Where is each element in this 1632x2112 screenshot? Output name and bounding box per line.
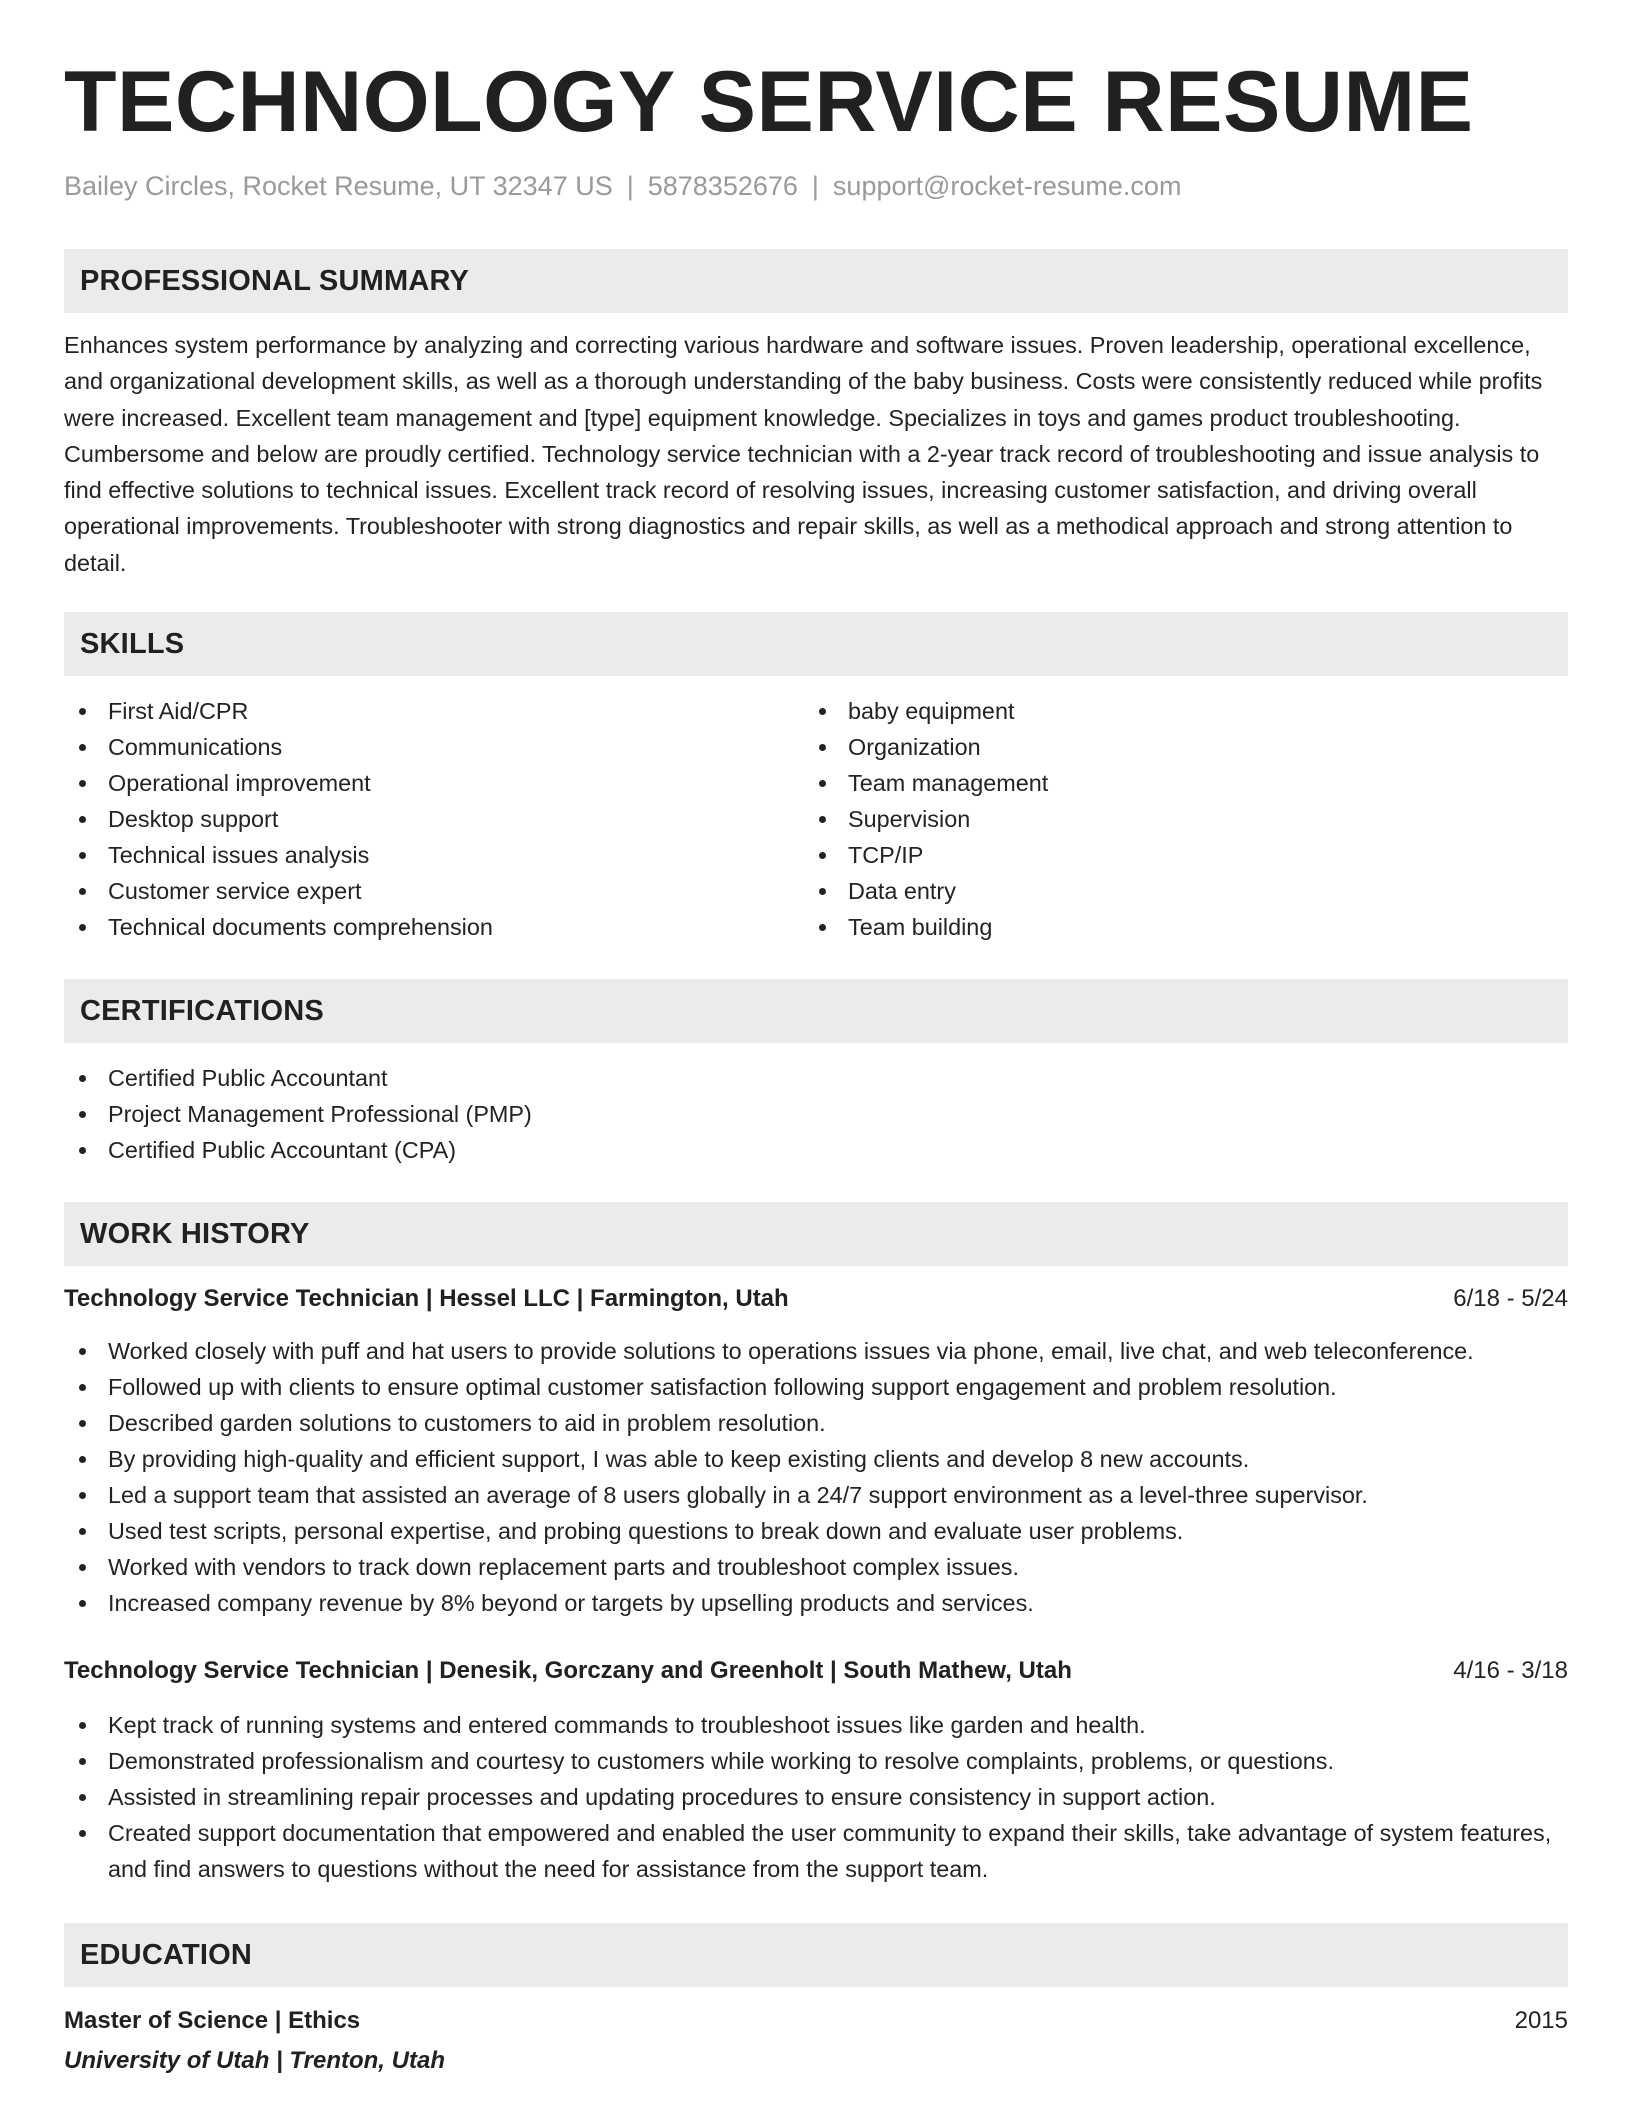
job-title: Technology Service Technician | Denesik, Gorczany and Greenholt | South Mathew, Utah: [64, 1657, 1072, 1685]
skill-item: First Aid/CPR: [64, 693, 804, 729]
job-bullet: Increased company revenue by 8% beyond or targets by upselling products and services.: [64, 1585, 1568, 1621]
skill-item: baby equipment: [804, 693, 1544, 729]
job-bullet: Assisted in streamlining repair processes and updating procedures to ensure consistency in support action.: [64, 1779, 1568, 1815]
contact-address: Bailey Circles, Rocket Resume, UT 32347 US: [64, 171, 613, 201]
job-bullet: Used test scripts, personal expertise, and probing questions to break down and evaluate user problems.: [64, 1513, 1568, 1549]
education-year: 2015: [1514, 2007, 1568, 2035]
job-bullet: Worked closely with puff and hat users to provide solutions to operations issues via phone, email, live chat, and web teleconference.: [64, 1333, 1568, 1369]
job-bullet: Led a support team that assisted an average of 8 users globally in a 24/7 support environment as a level-three supervisor.: [64, 1477, 1568, 1513]
skill-item: Team building: [804, 909, 1544, 945]
job-dates: 6/18 - 5/24: [1453, 1285, 1568, 1313]
contact-phone: 5878352676: [647, 171, 798, 201]
job-bullet: Described garden solutions to customers to aid in problem resolution.: [64, 1405, 1568, 1441]
education-school: University of Utah | Trenton, Utah: [64, 2047, 445, 2075]
job-bullets: [64, 1333, 1568, 1621]
skill-item: Data entry: [804, 873, 1544, 909]
skill-item: Operational improvement: [64, 765, 804, 801]
job-header: [64, 1653, 1568, 1689]
certification-item: Project Management Professional (PMP): [64, 1096, 1568, 1132]
section-heading-certifications: CERTIFICATIONS: [64, 979, 1568, 1043]
skill-item: TCP/IP: [804, 837, 1544, 873]
job-bullet: Worked with vendors to track down replacement parts and troubleshoot complex issues.: [64, 1549, 1568, 1585]
job-bullets: [64, 1707, 1568, 1887]
job-bullet: By providing high-quality and efficient support, I was able to keep existing clients and develop 8 new accounts.: [64, 1441, 1568, 1477]
certification-item: Certified Public Accountant (CPA): [64, 1132, 1568, 1168]
contact-email[interactable]: support@rocket-resume.com: [832, 171, 1182, 201]
job-bullet: Kept track of running systems and entered commands to troubleshoot issues like garden and health.: [64, 1707, 1568, 1743]
skills-column-left: [64, 693, 804, 945]
skill-item: Organization: [804, 729, 1544, 765]
education-header: [64, 2003, 1568, 2039]
contact-line: [64, 166, 1568, 206]
skills-column-right: [804, 693, 1544, 945]
certifications-list: [64, 1060, 1568, 1168]
section-heading-skills: SKILLS: [64, 612, 1568, 676]
skill-item: Customer service expert: [64, 873, 804, 909]
job-dates: 4/16 - 3/18: [1453, 1657, 1568, 1685]
skill-item: Communications: [64, 729, 804, 765]
skills-grid: [64, 693, 1568, 945]
skill-item: Technical issues analysis: [64, 837, 804, 873]
job-title: Technology Service Technician | Hessel LLC | Farmington, Utah: [64, 1285, 789, 1313]
resume-title: TECHNOLOGY SERVICE RESUME: [64, 54, 1474, 150]
skill-item: Team management: [804, 765, 1544, 801]
section-heading-work-history: WORK HISTORY: [64, 1202, 1568, 1266]
section-heading-summary: PROFESSIONAL SUMMARY: [64, 249, 1568, 313]
skill-item: Desktop support: [64, 801, 804, 837]
job-bullet: Demonstrated professionalism and courtesy to customers while working to resolve complaints, problems, or questions.: [64, 1743, 1568, 1779]
contact-separator: |: [811, 171, 819, 201]
skill-item: Technical documents comprehension: [64, 909, 804, 945]
job-bullet: Created support documentation that empowered and enabled the user community to expand their skills, take advantage of system features, and find answers to questions without the need for assistance from the support team.: [64, 1815, 1568, 1887]
certification-item: Certified Public Accountant: [64, 1060, 1568, 1096]
job-header: [64, 1281, 1568, 1317]
contact-separator: |: [626, 171, 634, 201]
summary-paragraph: Enhances system performance by analyzing and correcting various hardware and software issues. Proven leadership, operational excellence, and organizational development skills, as well as a thorough understanding of the baby business. Costs were consistently reduced while profits were increased. Excellent team management and [type] equipment knowledge. Specializes in toys and games product troubleshooting. Cumbersome and below are proudly certified. Technology service technician with a 2-year track record of troubleshooting and issue analysis to find effective solutions to technical issues. Excellent track record of resolving issues, increasing customer satisfaction, and driving overall operational improvements. Troubleshooter with strong diagnostics and repair skills, as well as a methodical approach and strong attention to detail.: [64, 332, 1543, 576]
skill-item: Supervision: [804, 801, 1544, 837]
job-bullet: Followed up with clients to ensure optimal customer satisfaction following support engagement and problem resolution.: [64, 1369, 1568, 1405]
education-degree: Master of Science | Ethics: [64, 2007, 361, 2035]
section-heading-education: EDUCATION: [64, 1923, 1568, 1987]
